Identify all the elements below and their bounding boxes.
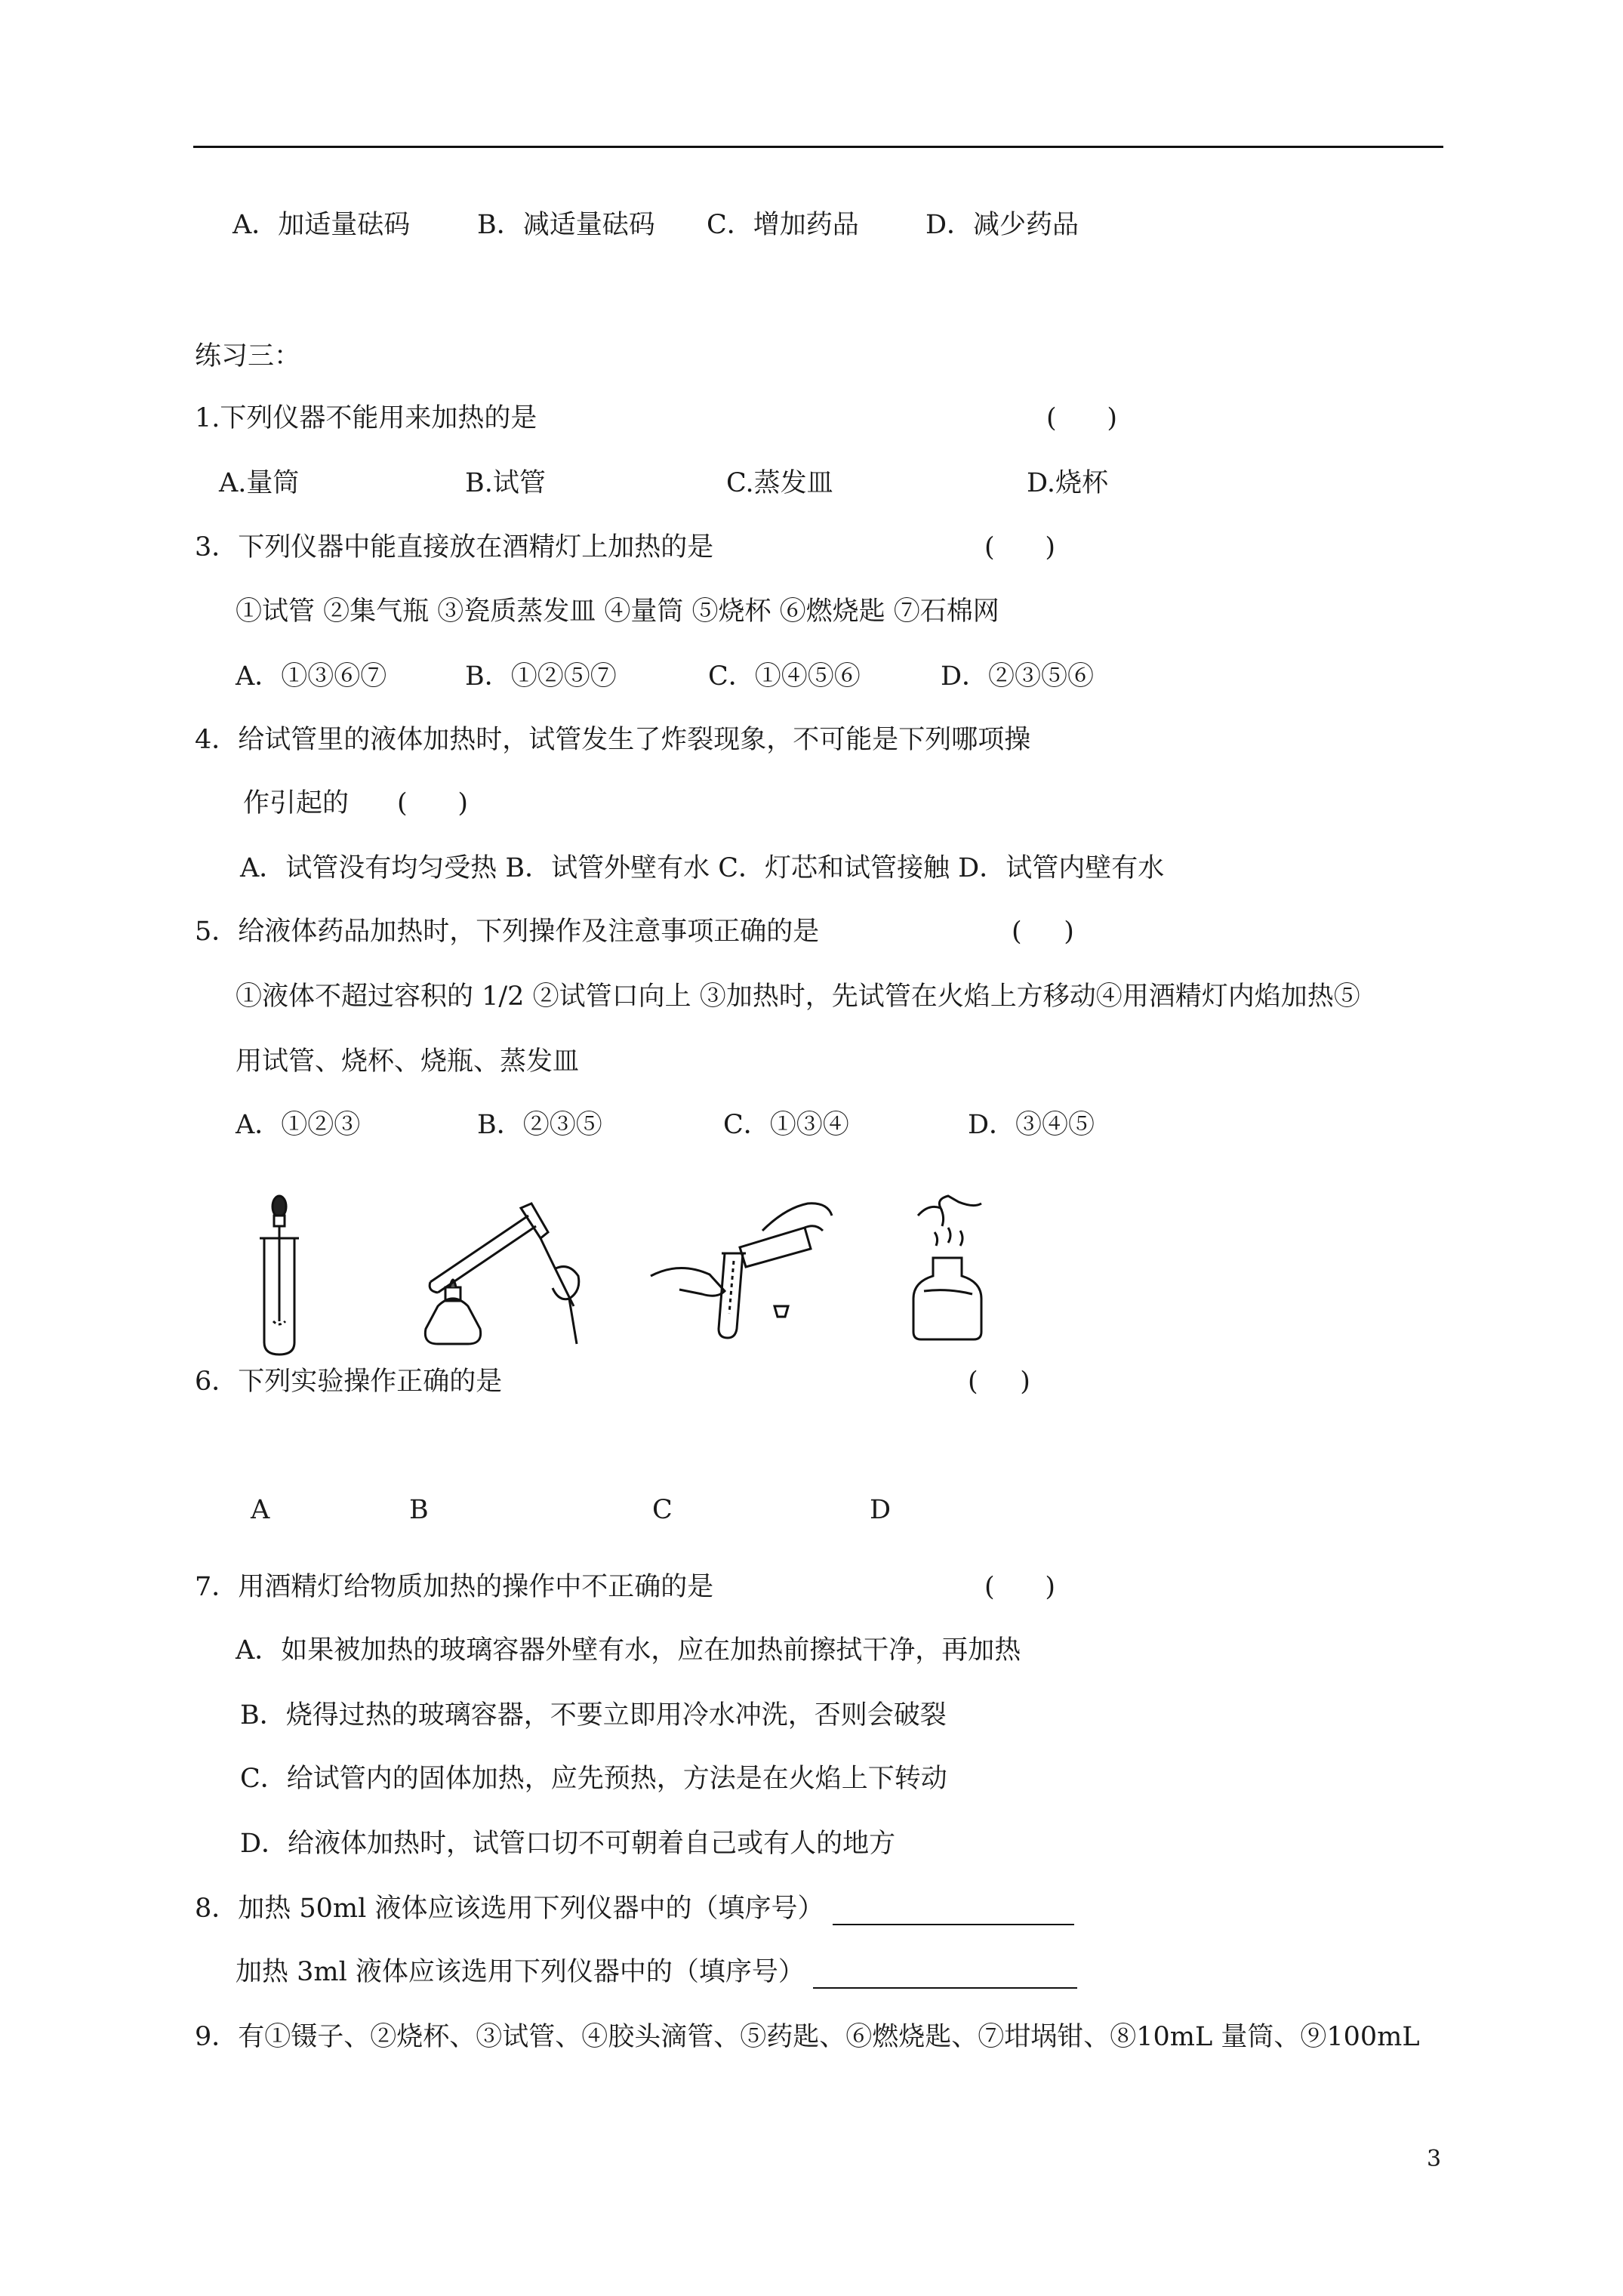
q5-option-d: D．③④⑤: [968, 1110, 1095, 1140]
figure-d-smelling-gas: [906, 1193, 996, 1344]
q6-figure-label-d: D: [870, 1495, 892, 1525]
option-a: A．加适量砝码: [233, 210, 411, 240]
q6-figure-label-c: C: [652, 1495, 673, 1525]
q6-answer-paren: ( ): [968, 1367, 1030, 1397]
q7-option-c: C．给试管内的固体加热，应先预热，方法是在火焰上下转动: [240, 1764, 947, 1794]
q3-option-b: B．①②⑤⑦: [465, 661, 617, 692]
q1-option-d: D.烧杯: [1027, 468, 1108, 498]
q7-option-b: B．烧得过热的玻璃容器，不要立即用冷水冲洗，否则会破裂: [240, 1700, 947, 1730]
q8-line2-text: 加热 3ml 液体应该选用下列仪器中的（填序号）: [236, 1957, 805, 1987]
figure-c-pouring-liquid: [649, 1200, 838, 1344]
q7-option-d: D．给液体加热时，试管口切不可朝着自己或有人的地方: [240, 1829, 896, 1859]
section-title: 练习三：: [195, 341, 301, 371]
q7-answer-paren: ( ): [984, 1572, 1056, 1602]
q9-line1: 9．有①镊子、②烧杯、③试管、④胶头滴管、⑤药匙、⑥燃烧匙、⑦坩埚钳、⑧10mL 量筒、⑨100mL: [195, 2022, 1420, 2052]
q4-stem-line1: 4．给试管里的液体加热时，试管发生了炸裂现象，不可能是下列哪项操: [195, 725, 1031, 755]
q3-option-a: A．①③⑥⑦: [236, 661, 387, 692]
q5-option-b: B．②③⑤: [477, 1110, 602, 1140]
q5-items-line2: 用试管、烧杯、烧瓶、蒸发皿: [236, 1046, 580, 1077]
q5-answer-paren: ( ): [1012, 917, 1074, 947]
q6-figure-label-a: A: [251, 1495, 270, 1525]
q1-option-c: C.蒸发皿: [726, 468, 833, 498]
q4-options: A．试管没有均匀受热 B．试管外壁有水 C．灯芯和试管接触 D．试管内壁有水: [240, 853, 1165, 883]
q8-answer-blank-1[interactable]: [833, 1897, 1074, 1925]
q3-items: ①试管 ②集气瓶 ③瓷质蒸发皿 ④量筒 ⑤烧杯 ⑥燃烧匙 ⑦石棉网: [236, 596, 999, 627]
q1-answer-paren: ( ): [1046, 403, 1118, 433]
q8-line2: [236, 1955, 1077, 1989]
option-b: B．减适量砝码: [477, 210, 655, 240]
q1-option-b: B.试管: [465, 468, 546, 498]
q5-option-a: A．①②③: [236, 1110, 361, 1140]
q5-stem: 5．给液体药品加热时，下列操作及注意事项正确的是: [195, 917, 820, 947]
q5-option-c: C．①③④: [723, 1110, 849, 1140]
q8-line1: [195, 1892, 1074, 1925]
q3-answer-paren: ( ): [984, 532, 1056, 562]
q5-items-line1: ①液体不超过容积的 1/2 ②试管口向上 ③加热时，先试管在火焰上方移动④用酒精灯内焰加热⑤: [236, 982, 1360, 1012]
q3-option-c: C．①④⑤⑥: [708, 661, 861, 692]
q6-figure-label-b: B: [409, 1495, 429, 1525]
q8-answer-blank-2[interactable]: [813, 1960, 1077, 1989]
q3-option-d: D．②③⑤⑥: [941, 661, 1095, 692]
figure-a-dropper-in-tube: [249, 1193, 310, 1359]
figure-b-heating-tube: [408, 1193, 589, 1351]
page-number: 3: [1427, 2146, 1442, 2172]
option-c: C．增加药品: [707, 210, 859, 240]
q3-stem: 3．下列仪器中能直接放在酒精灯上加热的是: [195, 532, 714, 562]
q8-line1-text: 8．加热 50ml 液体应该选用下列仪器中的（填序号）: [195, 1894, 824, 1924]
option-d: D．减少药品: [925, 210, 1079, 240]
q1-option-a: A.量筒: [219, 468, 300, 498]
header-rule: [193, 146, 1443, 148]
q4-answer-paren: ( ): [397, 788, 469, 818]
q7-stem: 7．用酒精灯给物质加热的操作中不正确的是: [195, 1572, 714, 1602]
q7-option-a: A．如果被加热的玻璃容器外壁有水，应在加热前擦拭干净，再加热: [236, 1635, 1021, 1666]
q6-stem: 6．下列实验操作正确的是: [195, 1367, 503, 1397]
q4-stem-line2: 作引起的: [243, 788, 350, 818]
q1-stem: 1.下列仪器不能用来加热的是: [195, 403, 537, 433]
